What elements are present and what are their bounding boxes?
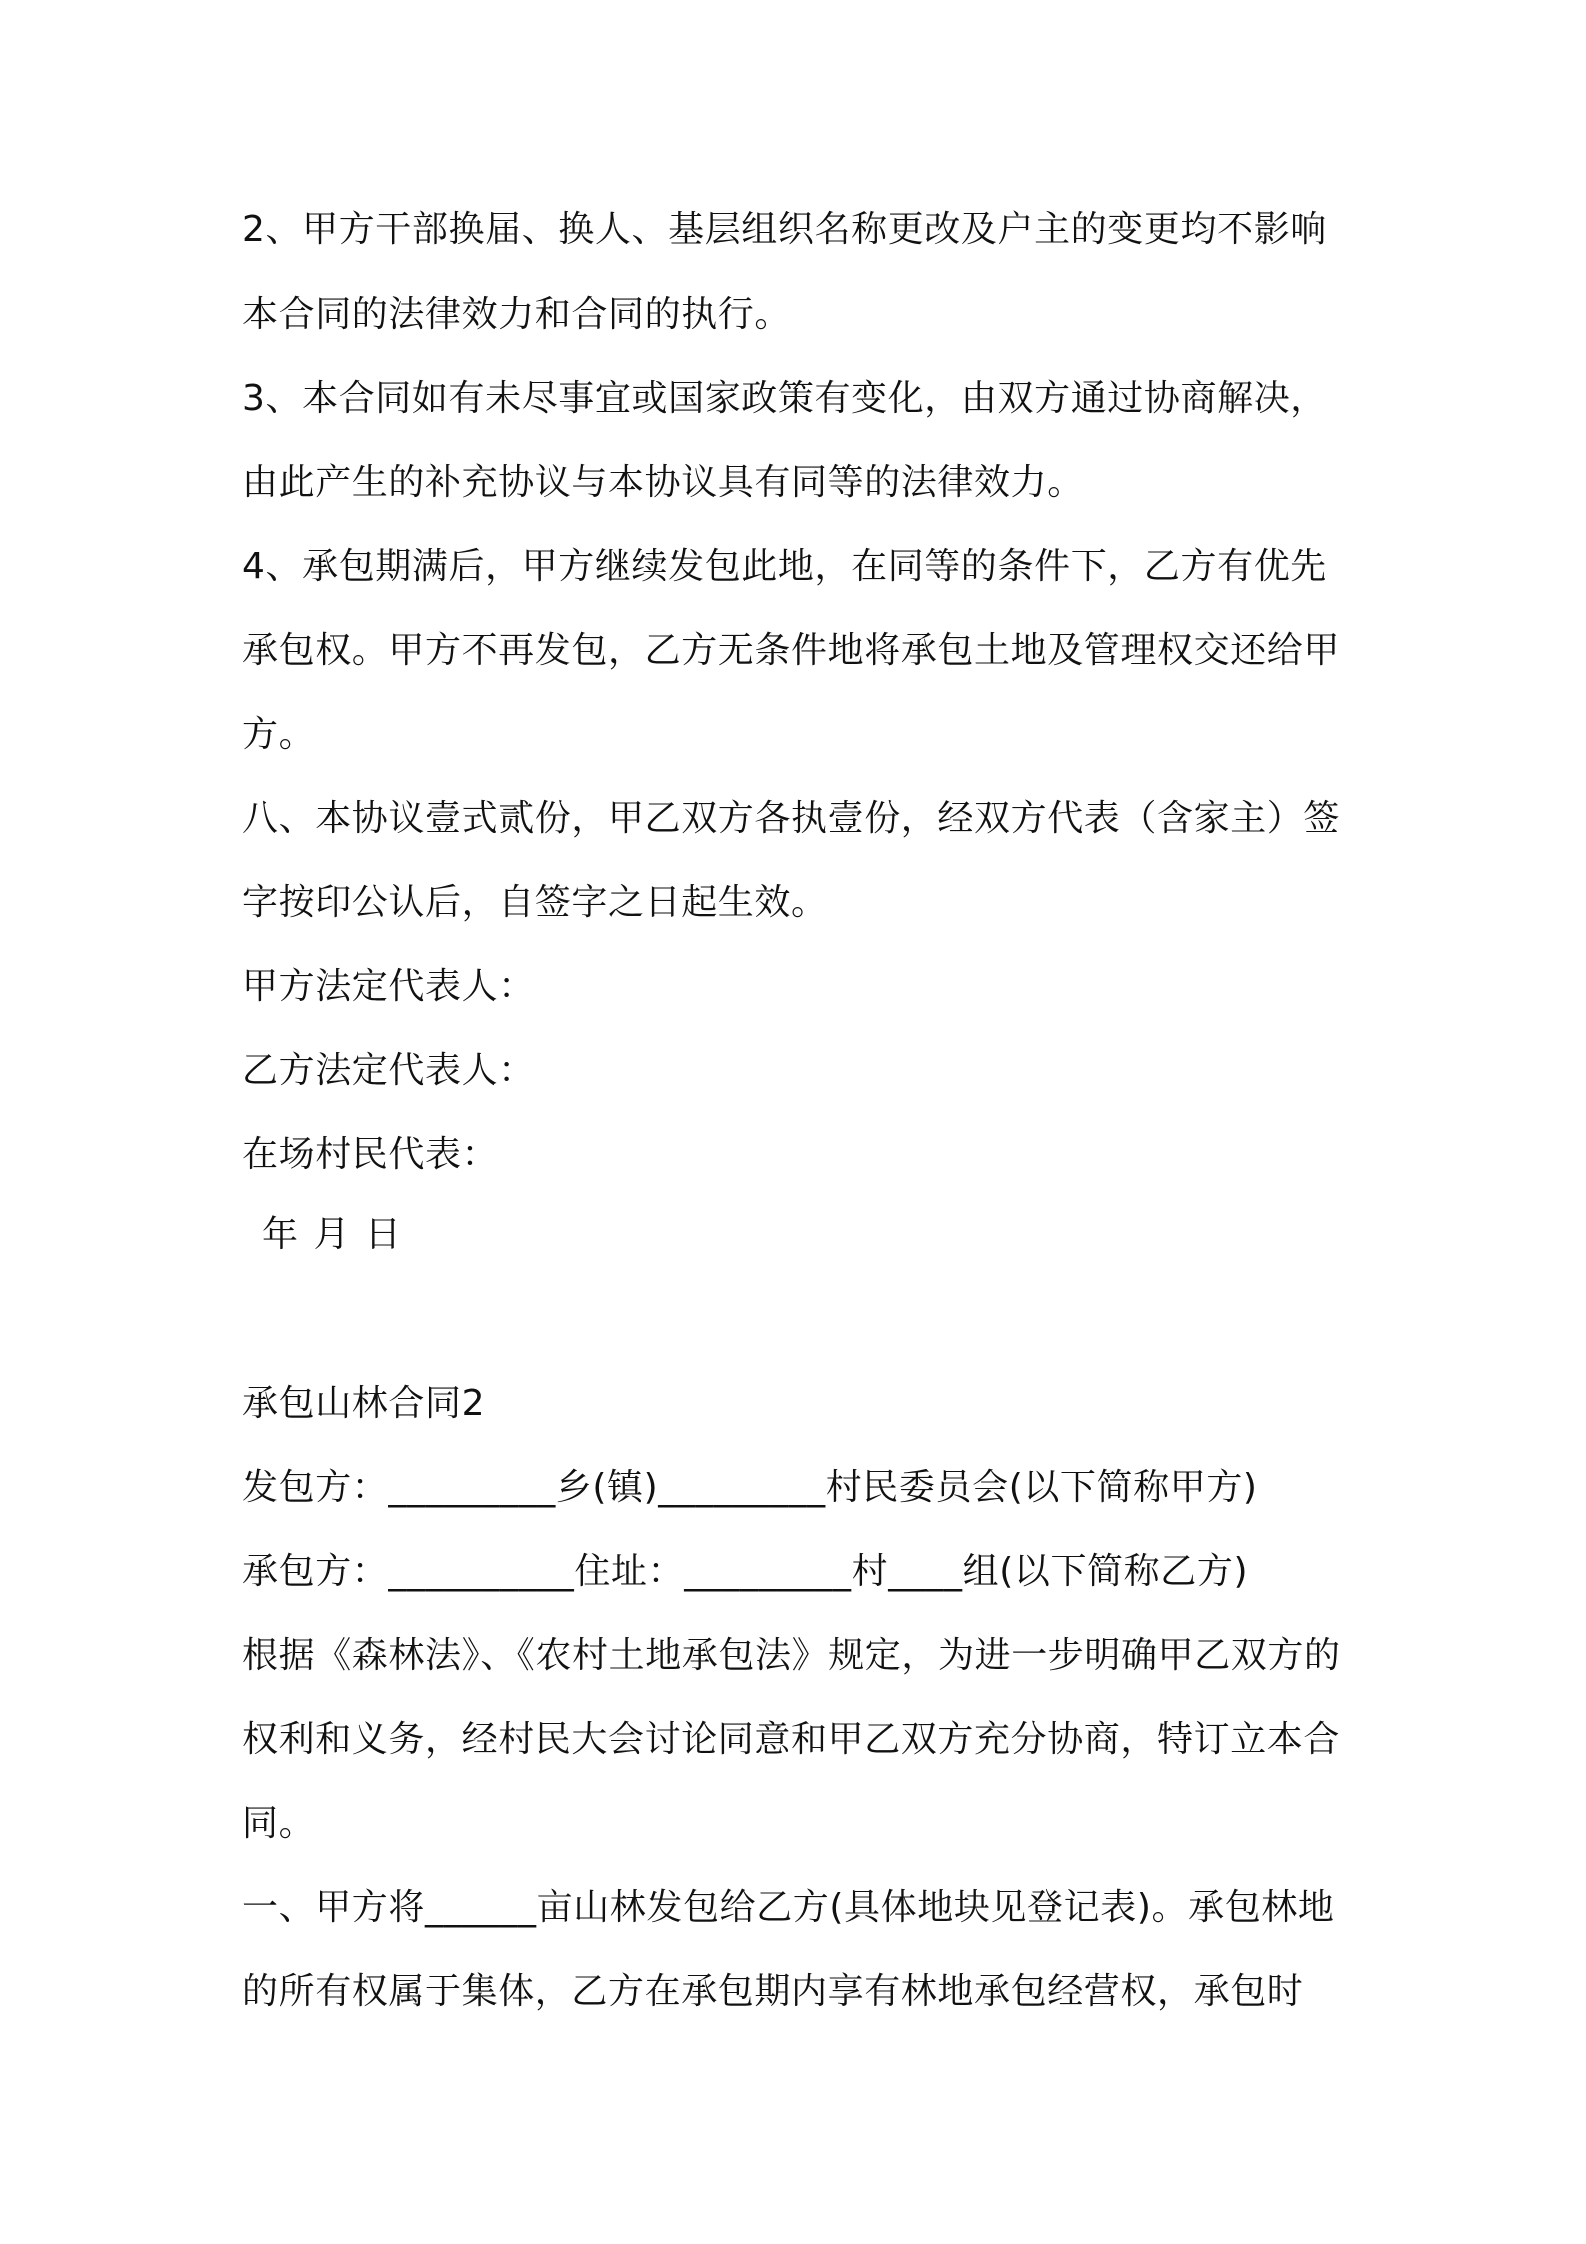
article-8-line-1: 八、本协议壹式贰份，甲乙双方各执壹份，经双方代表（含家主）签 [242,798,1341,839]
clause-2-line-2: 本合同的法律效力和合同的执行。 [242,294,792,335]
party-a-representative: 甲方法定代表人： [242,966,535,1007]
preamble-line-2: 权利和义务，经村民大会讨论同意和甲乙双方充分协商，特订立本合 [242,1719,1341,1760]
contractor-line: 承包方：__________住址：_________村____组(以下简称乙方) [242,1551,1249,1592]
clause-4-line-1: 4、承包期满后，甲方继续发包此地，在同等的条件下，乙方有优先 [242,546,1327,587]
article-8-line-2: 字按印公认后，自签字之日起生效。 [242,882,828,923]
preamble-line-3: 同。 [242,1803,316,1844]
villager-representative: 在场村民代表： [242,1134,499,1175]
clause-4-line-2: 承包权。甲方不再发包，乙方无条件地将承包土地及管理权交还给甲 [242,630,1341,671]
clause-1-line-2: 的所有权属于集体，乙方在承包期内享有林地承包经营权，承包时 [242,1971,1304,2012]
party-b-representative: 乙方法定代表人： [242,1050,535,1091]
clause-4-line-3: 方。 [242,714,316,755]
clause-2-line-1: 2、甲方干部换届、换人、基层组织名称更改及户主的变更均不影响 [242,209,1327,250]
clause-3-line-2: 由此产生的补充协议与本协议具有同等的法律效力。 [242,462,1084,503]
preamble-line-1: 根据《森林法》、《农村土地承包法》规定，为进一步明确甲乙双方的 [242,1635,1341,1676]
issuer-line: 发包方：_________乡(镇)_________村民委员会(以下简称甲方) [242,1467,1258,1508]
clause-3-line-1: 3、本合同如有未尽事宜或国家政策有变化，由双方通过协商解决， [242,378,1327,419]
contract-2-title: 承包山林合同2 [242,1383,486,1424]
date-line: 年 月 日 [262,1214,403,1255]
clause-1-line-1: 一、甲方将______亩山林发包给乙方(具体地块见登记表)。承包林地 [242,1887,1335,1928]
